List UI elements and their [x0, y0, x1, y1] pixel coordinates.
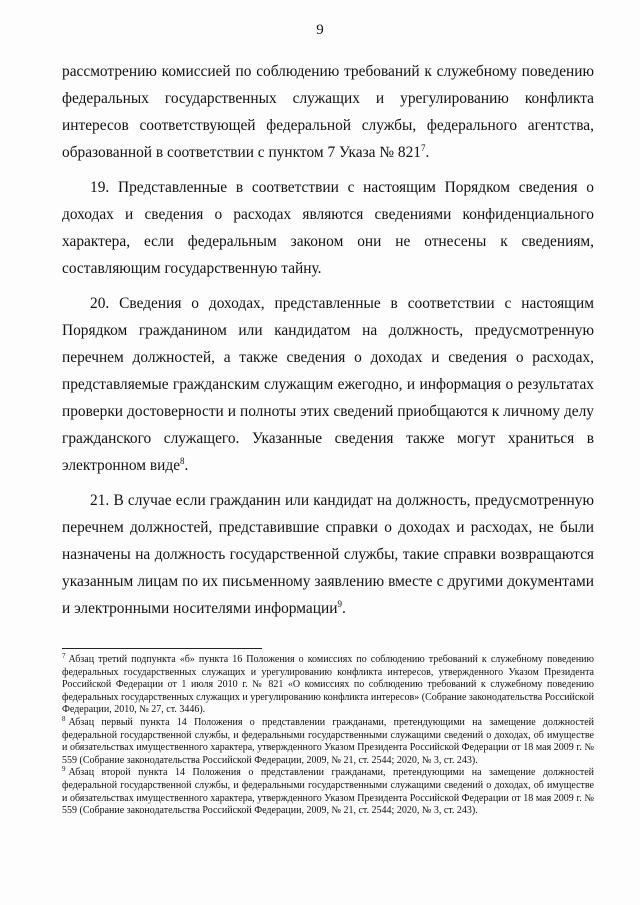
paragraph-continuation	[62, 58, 594, 166]
footnote-divider	[62, 648, 262, 649]
paragraph-19	[62, 174, 594, 282]
footnote-text: Абзац первый пункта 14 Положения о представлении гражданами, претендующими на замещение должностей федеральной государственной службы, и федеральными государственными служащими сведений о доходах, об имуществе и обязательствах имущественного характера, утвержденного Указом Президента Российской Федерации от 18 мая 2009 г. № 559 (Собрание законодательства Российской Федерации, 2009, № 21, ст. 2544; 2020, № 3, ст. 243).	[62, 716, 594, 766]
paragraph-tail: .	[184, 457, 189, 474]
footnote-item	[62, 714, 594, 767]
footnote-mark: 8	[62, 714, 66, 723]
footnote-item	[62, 651, 594, 717]
footnotes	[62, 651, 594, 818]
footnote-mark: 9	[62, 765, 66, 774]
paragraph-20	[62, 290, 594, 479]
paragraph-text: 20. Сведения о доходах, представленные в соответствии с настоящим Порядком гражданином или кандидатом на должность, предусмотренную перечнем должностей, а также сведения о доходах и сведения о расходах, представляемые гражданским служащим ежегодно, и информация о результатах проверки достоверности и полноты этих сведений приобщаются к личному делу гражданского служащего. Указанные сведения также могут храниться в электронном виде	[62, 295, 594, 474]
paragraph-text: 21. В случае если гражданин или кандидат на должность, предусмотренную перечнем должностей, представившие справки о доходах и расходах, не были назначены на должность государственной службы, такие справки возвращаются указанным лицам по их письменному заявлению вместе с другими документами и электронными носителями информации	[62, 492, 594, 617]
footnote-ref[interactable]: 8	[180, 455, 185, 466]
paragraph-text: рассмотрению комиссией по соблюдению требований к служебному поведению федеральных государственных служащих и урегулированию конфликта интересов соответствующей федеральной службы, федерального агентства, образованной в соответствии с пунктом 7 Указа № 821	[62, 63, 594, 161]
paragraph-21	[62, 487, 594, 622]
footnote-text: Абзац третий подпункта «б» пункта 16 Положения о комиссиях по соблюдению требований к служебному поведению федеральных государственных служащих и урегулированию конфликта интересов, утвержденного Указом Президента Российской Федерации от 1 июля 2010 г. № 821 «О комиссиях по соблюдению требований к служебному поведению федеральных государственных служащих и урегулированию конфликта интересов» (Собрание законодательства Российской Федерации, 2010, № 27, ст. 3446).	[62, 654, 594, 716]
page-number: 9	[316, 22, 324, 38]
footnote-ref[interactable]: 7	[420, 142, 426, 153]
body-text	[62, 58, 594, 630]
footnote-ref[interactable]: 9	[337, 598, 342, 609]
paragraph-tail: .	[425, 144, 430, 161]
footnote-text: Абзац второй пункта 14 Положения о представлении гражданами, претендующими на замещение должностей федеральной государственной службы, и федеральными государственными служащими сведений о доходах, об имуществе и обязательствах имущественного характера, утвержденного Указом Президента Российской Федерации от 18 мая 2009 г. № 559 (Собрание законодательства Российской Федерации, 2009, № 21, ст. 2544; 2020, № 3, ст. 243).	[62, 767, 594, 817]
paragraph-text: 19. Представленные в соответствии с настоящим Порядком сведения о доходах и сведения о расходах являются сведениями конфиденциального характера, если федеральным законом они не отнесены к сведениям, составляющим государственную тайну.	[62, 179, 594, 277]
paragraph-tail: .	[341, 600, 346, 617]
footnote-item	[62, 767, 594, 817]
footnote-mark: 7	[62, 651, 66, 660]
